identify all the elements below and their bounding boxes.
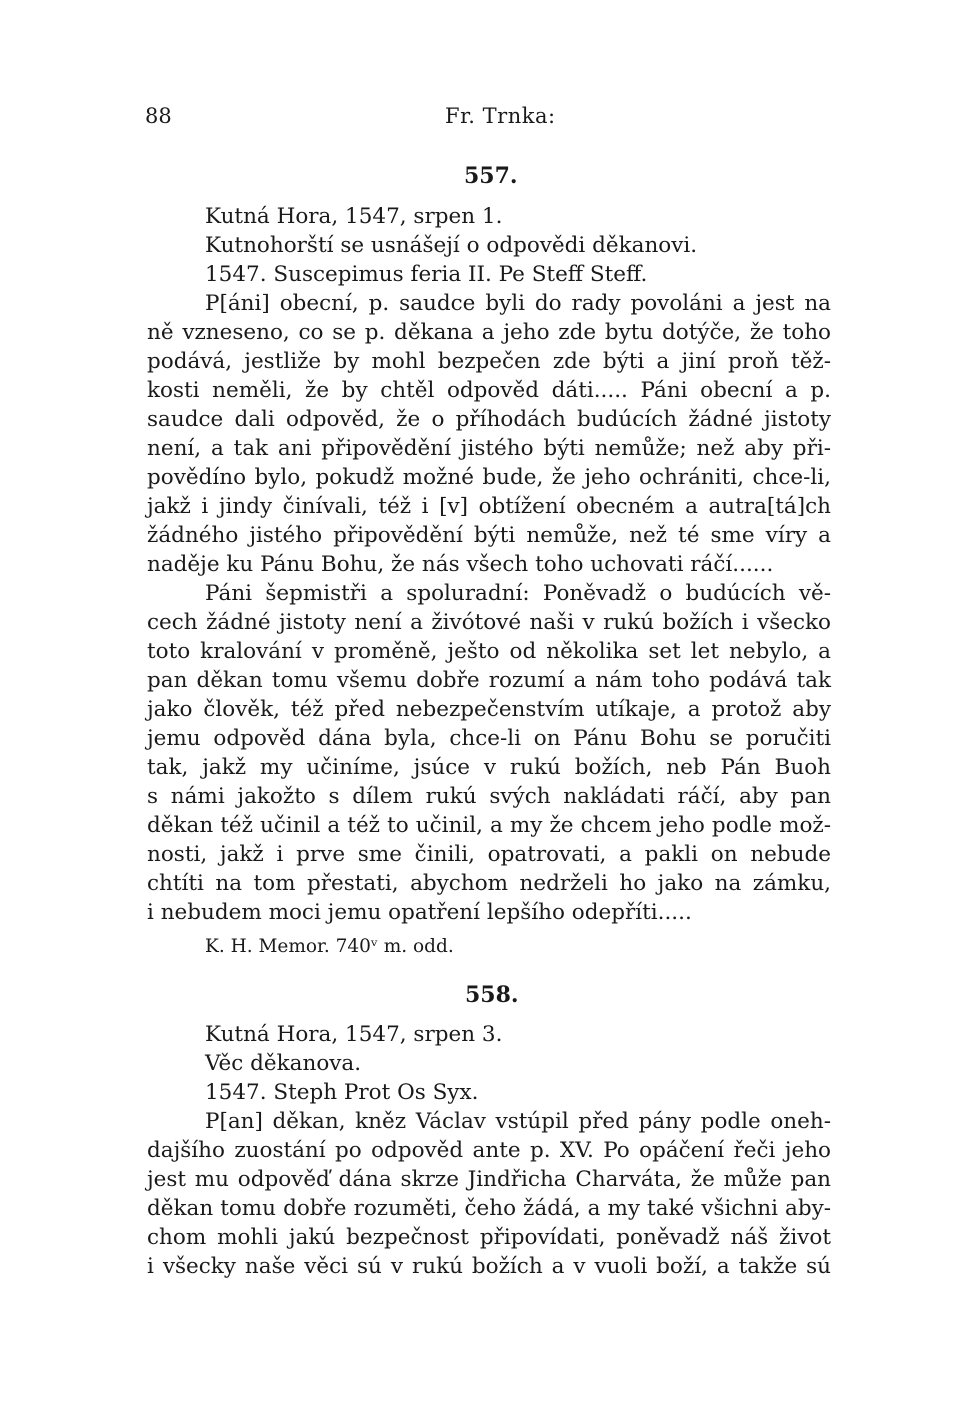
body-line: žádného jistého připovědění býti nemůže, než té sme víry a [147, 523, 831, 548]
body-line: i nebudem moci jemu opatření lepšího odepříti..... [147, 900, 692, 925]
body-line: P[áni] obecní, p. saudce byli do rady povoláni a jest na [205, 291, 831, 316]
body-line: toto kralování v proměně, ješto od několika set let nebylo, a [147, 639, 831, 664]
body-line: chom mohli jakú bezpečnost připovídati, poněvadž náš život [147, 1225, 831, 1250]
body-line: podává, jestliže by mohl bezpečen zde býti a jiní proň těž- [147, 349, 831, 374]
entry-place-date: Kutná Hora, 1547, srpen 1. [205, 204, 503, 229]
entry-dating: 1547. Suscepimus feria II. Pe Steff Steff. [205, 262, 648, 287]
entry-number: 557. [464, 163, 518, 189]
body-line: i všecky naše věci sú v rukú božích a v vuoli boží, a takže sú [147, 1254, 831, 1279]
entry-summary: Věc děkanova. [205, 1051, 362, 1076]
body-line: povědíno bylo, pokudž možné bude, že jeho ochrániti, chce-li, [147, 465, 831, 490]
body-line: jakž i jindy činívali, též i [v] obtížení obecném a autra[tá]ch [147, 494, 831, 519]
body-line: děkan též učinil a též to učinil, a my že chcem jeho podle mož- [147, 813, 831, 838]
entry-dating: 1547. Steph Prot Os Syx. [205, 1080, 479, 1105]
body-line: jako člověk, též před nebezpečenstvím utíkaje, a protož aby [147, 697, 831, 722]
body-line: jemu odpověd dána byla, chce-li on Pánu Bohu se poručiti [147, 726, 831, 751]
source-citation: K. H. Memor. 740ᵛ m. odd. [205, 936, 454, 957]
body-line: děkan tomu dobře rozuměti, čeho žádá, a my také všichni aby- [147, 1196, 831, 1221]
entry-number: 558. [465, 982, 519, 1008]
body-line: tak, jakž my učiníme, jsúce v rukú božích, neb Pán Buoh [147, 755, 831, 780]
running-head: Fr. Trnka: [445, 104, 556, 128]
body-line: jest mu odpověď dána skrze Jindřicha Charváta, že může pan [147, 1167, 831, 1192]
body-line: cech žádné jistoty není a živótové naši v rukú božích i všecko [147, 610, 831, 635]
body-line: není, a tak ani připovědění jistého býti nemůže; než aby při- [147, 436, 831, 461]
body-line: nosti, jakž i prve sme činili, opatrovati, a pakli on nebude [147, 842, 831, 867]
page-number: 88 [145, 104, 172, 128]
body-line: Páni šepmistři a spoluradní: Poněvadž o budúcích vě- [205, 581, 831, 606]
entry-summary: Kutnohorští se usnášejí o odpovědi děkanovi. [205, 233, 698, 258]
body-line: chtíti na tom přestati, abychom nedrželi ho jako na zámku, [147, 871, 831, 896]
entry-place-date: Kutná Hora, 1547, srpen 3. [205, 1022, 503, 1047]
body-line: saudce dali odpověd, že o příhodách budúcích žádné jistoty [147, 407, 831, 432]
body-line: s námi jakožto s dílem rukú svých nakládati ráčí, aby pan [147, 784, 831, 809]
body-line: P[an] děkan, kněz Václav vstúpil před pány podle oneh- [205, 1109, 831, 1134]
body-line: ně vzneseno, co se p. děkana a jeho zde bytu dotýče, že toho [147, 320, 831, 345]
body-line: dajšího zuostání po odpověd ante p. XV. Po opáčení řeči jeho [147, 1138, 831, 1163]
body-line: naděje ku Pánu Bohu, že nás všech toho uchovati ráčí...... [147, 552, 774, 577]
body-line: pan děkan tomu všemu dobře rozumí a nám toho podává tak [147, 668, 831, 693]
body-line: kosti neměli, že by chtěl odpověd dáti..... Páni obecní a p. [147, 378, 831, 403]
